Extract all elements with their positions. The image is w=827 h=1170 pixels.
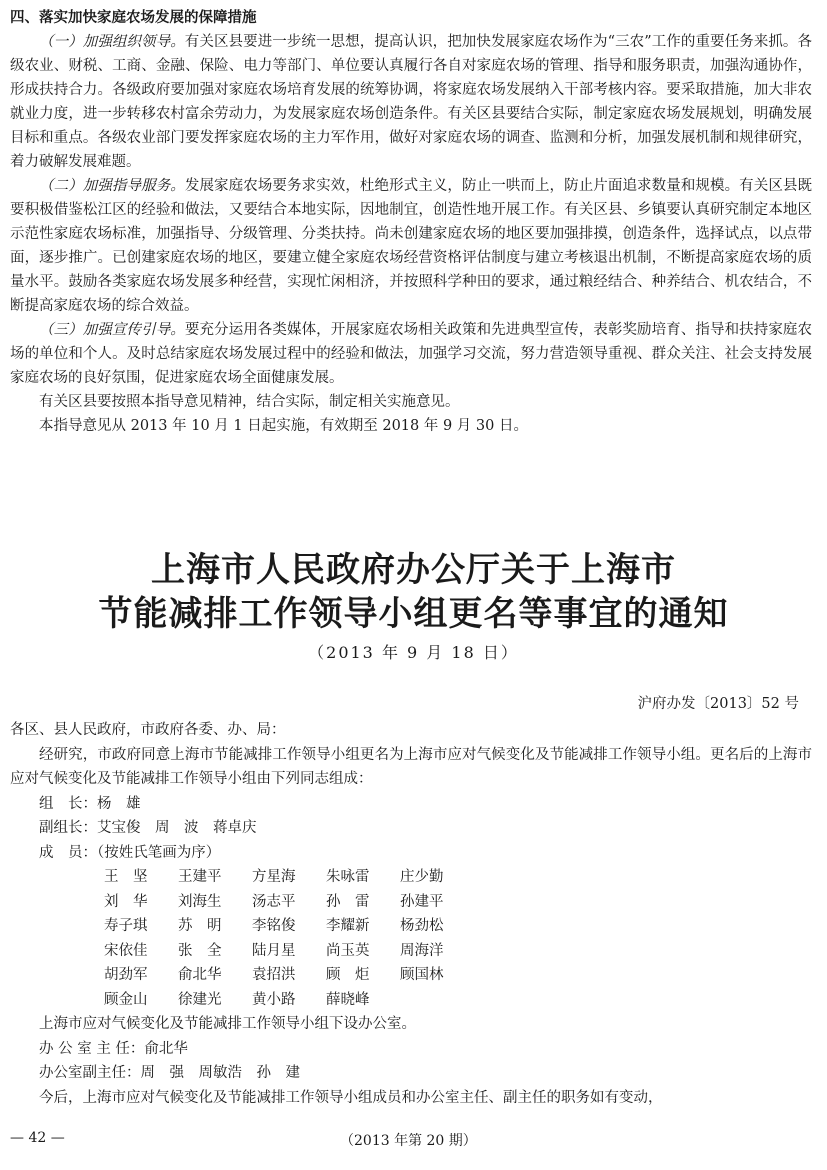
member-row (104, 963, 812, 988)
member-name: 张 全 (178, 942, 222, 959)
document-number: 沪府办发〔2013〕52 号 (637, 696, 799, 712)
member-name: 汤志平 (252, 893, 296, 910)
member-name: 胡劲军 (104, 967, 148, 983)
member-name: 黄小路 (252, 991, 296, 1008)
section-heading: 四、落实加快家庭农场发展的保障措施 (10, 10, 257, 26)
paragraph-publicity (10, 318, 812, 390)
paragraph-text: 有关区县要进一步统一思想，提高认识，把加快发展家庭农场作为“三农”工作的重要任务来抓。各级农业、财税、工商、金融、保险、电力等部门、单位要认真履行各自对家庭农场的管理、指导和服务职责，加强沟通协作，形成扶持合力。各级政府要加强对家庭农场培育发展的统筹协调，将家庭农场发展纳入干部考核内容。要采取措施，加大非农就业力度，进一步转移农村富余劳动力，为发展家庭农场创造条件。有关区县要结合实际，制定家庭农场发展规划，明确发展目标和重点。各级农业部门要发挥家庭农场的主力军作用，做好对家庭农场的调查、监测和分析，加强发展机制和规律研究，着力破解发展难题。 (10, 34, 813, 170)
page-footer (0, 1130, 827, 1152)
member-name: 王 坚 (104, 869, 148, 885)
closing-line: 有关区县要按照本指导意见精神，结合实际，制定相关实施意见。 (39, 394, 460, 410)
paragraph-label: （二）加强指导服务。 (39, 178, 185, 194)
notice-body (10, 718, 812, 1110)
final-line: 今后，上海市应对气候变化及节能减排工作领导小组成员和办公室主任、副主任的职务如有变动， (39, 1089, 663, 1106)
member-name: 孙 雷 (326, 893, 370, 910)
member-name: 顾 炬 (326, 967, 370, 983)
leader-line: 组 长：杨 雄 (39, 795, 141, 812)
member-name: 顾国林 (400, 967, 444, 983)
paragraph-label: （三）加强宣传引导。 (39, 322, 185, 338)
member-list (10, 865, 812, 1012)
page-number: — 42 — (10, 1130, 65, 1146)
member-name: 朱咏雷 (326, 869, 370, 885)
office-deputy-line: 办公室副主任：周 强 周敏浩 孙 建 (39, 1065, 300, 1081)
notice-title-line-2: 节能减排工作领导小组更名等事宜的通知 (98, 594, 729, 634)
member-name: 李耀新 (326, 918, 370, 934)
member-row (104, 988, 812, 1013)
member-name: 王建平 (178, 869, 222, 885)
member-name: 俞北华 (178, 967, 222, 983)
paragraph-organization (10, 30, 812, 174)
member-name: 李铭俊 (252, 918, 296, 934)
paragraph-text: 发展家庭农场要务求实效，杜绝形式主义，防止一哄而上，防止片面追求数量和规模。有关区县既要积极借鉴松江区的经验和做法，又要结合本地实际，因地制宜，创造性地开展工作。有关区县、乡镇要认真研究制定本地区示范性家庭农场标准，加强指导、分级管理、分类扶持。尚未创建家庭农场的地区要加强排摸，创造条件，选择试点，以点带面，逐步推广。已创建家庭农场的地区，要建立健全家庭农场经营资格评估制度与建立考核退出机制，不断提高家庭农场的质量水平。鼓励各类家庭农场发展多种经营，实现忙闲相济，并按照科学种田的要求，通过粮经结合、种养结合、机农结合，不断提高家庭农场的综合效益。 (10, 178, 813, 314)
notice-intro: 经研究，市政府同意上海市节能减排工作领导小组更名为上海市应对气候变化及节能减排工作领导小组。更名后的上海市应对气候变化及节能减排工作领导小组由下列同志组成： (10, 746, 812, 787)
member-name: 孙建平 (400, 893, 444, 910)
member-name: 庄少勤 (400, 869, 444, 885)
member-name: 刘 华 (104, 893, 148, 910)
member-name: 袁招洪 (252, 967, 296, 983)
issue-label: （2013 年第 20 期） (340, 1133, 477, 1149)
member-name: 刘海生 (178, 893, 222, 910)
effective-date-line: 本指导意见从 2013 年 10 月 1 日起实施，有效期至 2018 年 9 月 30 日。 (39, 418, 528, 434)
section-four (10, 6, 812, 438)
office-director-line: 办 公 室 主 任：俞北华 (39, 1040, 188, 1057)
member-name: 陆月星 (252, 942, 296, 959)
member-name: 寿子琪 (104, 918, 148, 934)
members-label: 成 员：（按姓氏笔画为序） (39, 844, 221, 861)
deputy-line: 副组长：艾宝俊 周 波 蒋卓庆 (39, 820, 257, 836)
member-name: 徐建光 (178, 991, 222, 1008)
member-name: 宋依佳 (104, 942, 148, 959)
notice-title-block (0, 548, 827, 666)
member-row (104, 914, 812, 939)
member-name: 尚玉英 (326, 942, 370, 959)
paragraph-guidance (10, 174, 812, 318)
salutation: 各区、县人民政府，市政府各委、办、局： (10, 722, 286, 738)
office-line: 上海市应对气候变化及节能减排工作领导小组下设办公室。 (39, 1016, 416, 1032)
member-row (104, 865, 812, 890)
member-name: 杨劲松 (400, 918, 444, 934)
member-row (104, 890, 812, 915)
member-name: 周海洋 (400, 942, 444, 959)
member-name: 薛晓峰 (326, 991, 370, 1008)
member-name: 顾金山 (104, 991, 148, 1008)
notice-title-line-1: 上海市人民政府办公厅关于上海市 (151, 550, 676, 590)
member-name: 苏 明 (178, 918, 222, 934)
member-row (104, 939, 812, 964)
notice-date: （2013 年 9 月 18 日） (308, 643, 519, 662)
paragraph-text: 要充分运用各类媒体，开展家庭农场相关政策和先进典型宣传，表彰奖励培育、指导和扶持家庭农场的单位和个人。及时总结家庭农场发展过程中的经验和做法，加强学习交流，努力营造领导重视、群众关注、社会支持发展家庭农场的良好氛围，促进家庭农场全面健康发展。 (10, 322, 813, 386)
paragraph-label: （一）加强组织领导。 (39, 34, 185, 50)
member-name: 方星海 (252, 869, 296, 885)
